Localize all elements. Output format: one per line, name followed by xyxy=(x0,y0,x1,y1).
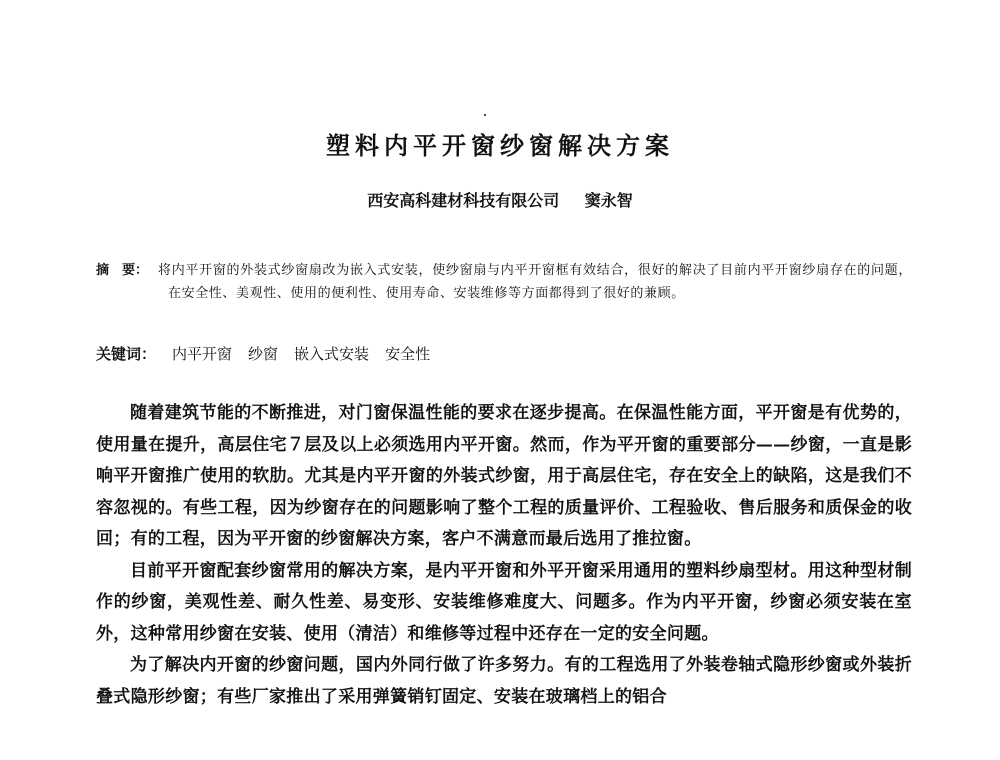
keyword-item: 嵌入式安装 xyxy=(294,345,370,363)
body-paragraph: 为了解决内开窗的纱窗问题，国内外同行做了许多努力。有的工程选用了外装卷轴式隐形纱窗或外装折叠式隐形纱窗；有些厂家推出了采用弹簧销钉固定、安装在玻璃档上的铝合 xyxy=(96,655,912,707)
body-paragraph: 目前平开窗配套纱窗常用的解决方案，是内平开窗和外平开窗采用通用的塑料纱扇型材。用这种型材制作的纱窗，美观性差、耐久性差、易变形、安装维修难度大、问题多。作为内平开窗，纱窗必须安装在室外，这种常用纱窗在安装、使用（清洁）和维修等过程中还存在一定的安全问题。 xyxy=(96,560,912,644)
body-text xyxy=(96,398,912,713)
keywords-line xyxy=(96,343,912,364)
keywords-label: 关键词： xyxy=(96,345,157,363)
abstract-label: 摘 要： xyxy=(96,263,149,278)
keyword-item: 安全性 xyxy=(385,345,431,363)
author-name: 窦永智 xyxy=(584,191,633,210)
author-organization: 西安高科建材科技有限公司 xyxy=(367,191,560,210)
keyword-item: 内平开窗 xyxy=(172,345,233,363)
body-paragraph: 随着建筑节能的不断推进，对门窗保温性能的要求在逐步提高。在保温性能方面，平开窗是有优势的，使用量在提升，高层住宅７层及以上必须选用内平开窗。然而，作为平开窗的重要部分——纱窗，一直是影响平开窗推广使用的软肋。尤其是内平开窗的外装式纱窗，用于高层住宅，存在安全上的缺陷，这是我们不容忽视的。有些工程，因为纱窗存在的问题影响了整个工程的质量评价、工程验收、售后服务和质保金的收回；有的工程，因为平开窗的纱窗解决方案，客户不满意而最后选用了推拉窗。 xyxy=(96,403,912,549)
keyword-item: 纱窗 xyxy=(248,345,279,363)
author-line xyxy=(0,188,1000,211)
abstract-block xyxy=(96,259,912,305)
paper-title: 塑料内平开窗纱窗解决方案 xyxy=(326,132,674,160)
scan-speck xyxy=(484,114,486,116)
abstract-text: 将内平开窗的外装式纱窗扇改为嵌入式安装，使纱窗扇与内平开窗框有效结合，很好的解决了目前内平开窗纱扇存在的问题，在安全性、美观性、使用的便利性、使用寿命、安装维修等方面都得到了很好的兼顾。 xyxy=(158,263,912,301)
